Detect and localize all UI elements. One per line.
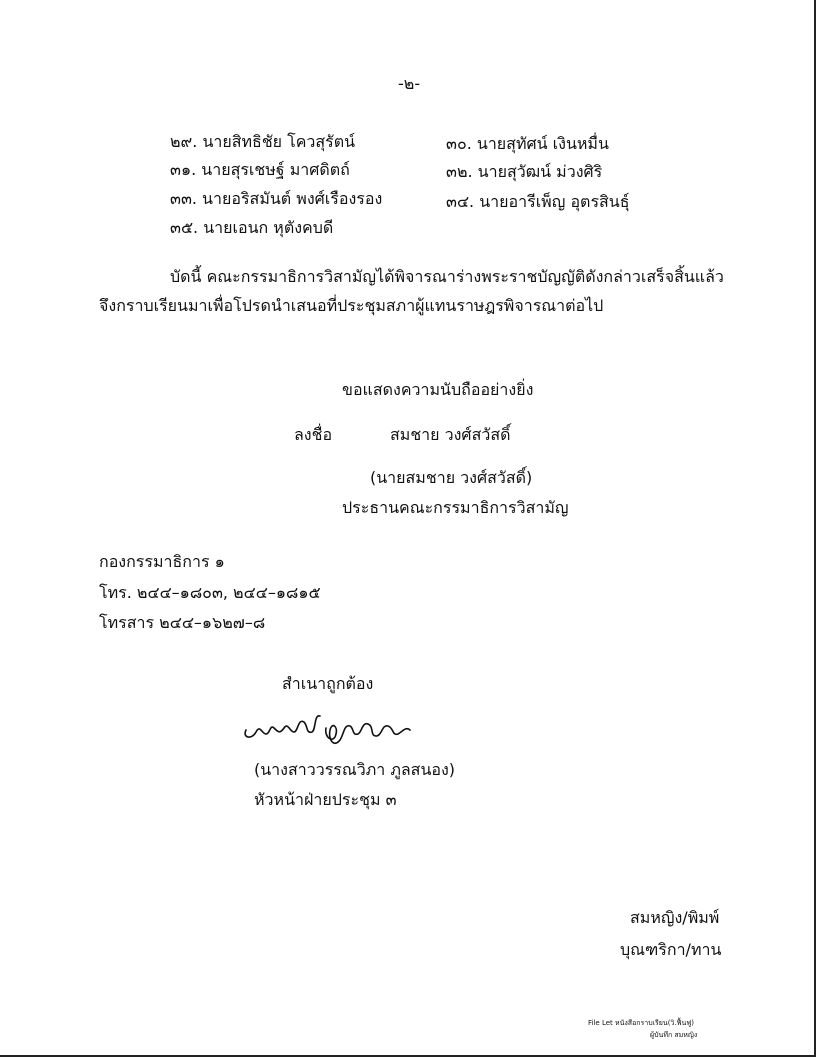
office-name: กองกรรมาธิการ ๑ xyxy=(99,552,225,571)
typist-line-2: บุณฑริกา/ทาน xyxy=(620,940,722,959)
member-30: ๓๐. นายสุทัศน์ เงินหมื่น xyxy=(446,134,609,153)
member-35: ๓๕. นายเอนก หุตังคบดี xyxy=(170,218,334,237)
handwritten-signature xyxy=(240,704,420,748)
footer-recorder: ผู้บันทึก สมหญิง xyxy=(650,1031,698,1039)
member-32: ๓๒. นายสุวัฒน์ ม่วงศิริ xyxy=(446,162,603,181)
certifier-position: หัวหน้าฝ่ายประชุม ๓ xyxy=(254,790,397,809)
member-31: ๓๑. นายสุรเชษฐ์ มาศดิตถ์ xyxy=(170,160,350,179)
signature-label: ลงชื่อ xyxy=(294,425,333,444)
fax-number: โทรสาร ๒๔๔–๑๖๒๗–๘ xyxy=(99,613,266,632)
member-33: ๓๓. นายอริสมันต์ พงศ์เรืองรอง xyxy=(170,189,383,208)
closing: ขอแสดงความนับถืออย่างยิ่ง xyxy=(342,380,534,399)
footer-file-name: File Let หนังสือกราบเรียน(วิ.ฟื้นฟู) xyxy=(588,1019,695,1027)
member-29: ๒๙. นายสิทธิชัย โควสุรัตน์ xyxy=(170,132,356,151)
phone-numbers: โทร. ๒๔๔–๑๘๐๓, ๒๔๔–๑๘๑๕ xyxy=(99,583,321,602)
signer-full-name: (นายสมชาย วงศ์สวัสดิ์) xyxy=(370,468,533,487)
typist-line-1: สมหญิง/พิมพ์ xyxy=(630,908,720,927)
certified-copy-label: สำเนาถูกต้อง xyxy=(282,674,374,693)
certifier-name: (นางสาววรรณวิภา ภูลสนอง) xyxy=(254,760,456,779)
signed-name: สมชาย วงศ์สวัสดิ์ xyxy=(390,425,511,444)
signer-position: ประธานคณะกรรมาธิการวิสามัญ xyxy=(342,498,569,517)
body-line-1: บัดนี้ คณะกรรมาธิการวิสามัญได้พิจารณาร่างพระราชบัญญัติดังกล่าวเสร็จสิ้นแล้ว xyxy=(170,267,724,286)
member-34: ๓๔. นายอารีเพ็ญ อุตรสินธุ์ xyxy=(446,192,630,211)
page-number: -๒- xyxy=(398,74,421,93)
body-line-2: จึงกราบเรียนมาเพื่อโปรดนำเสนอที่ประชุมสภาผู้แทนราษฎรพิจารณาต่อไป xyxy=(99,296,604,315)
